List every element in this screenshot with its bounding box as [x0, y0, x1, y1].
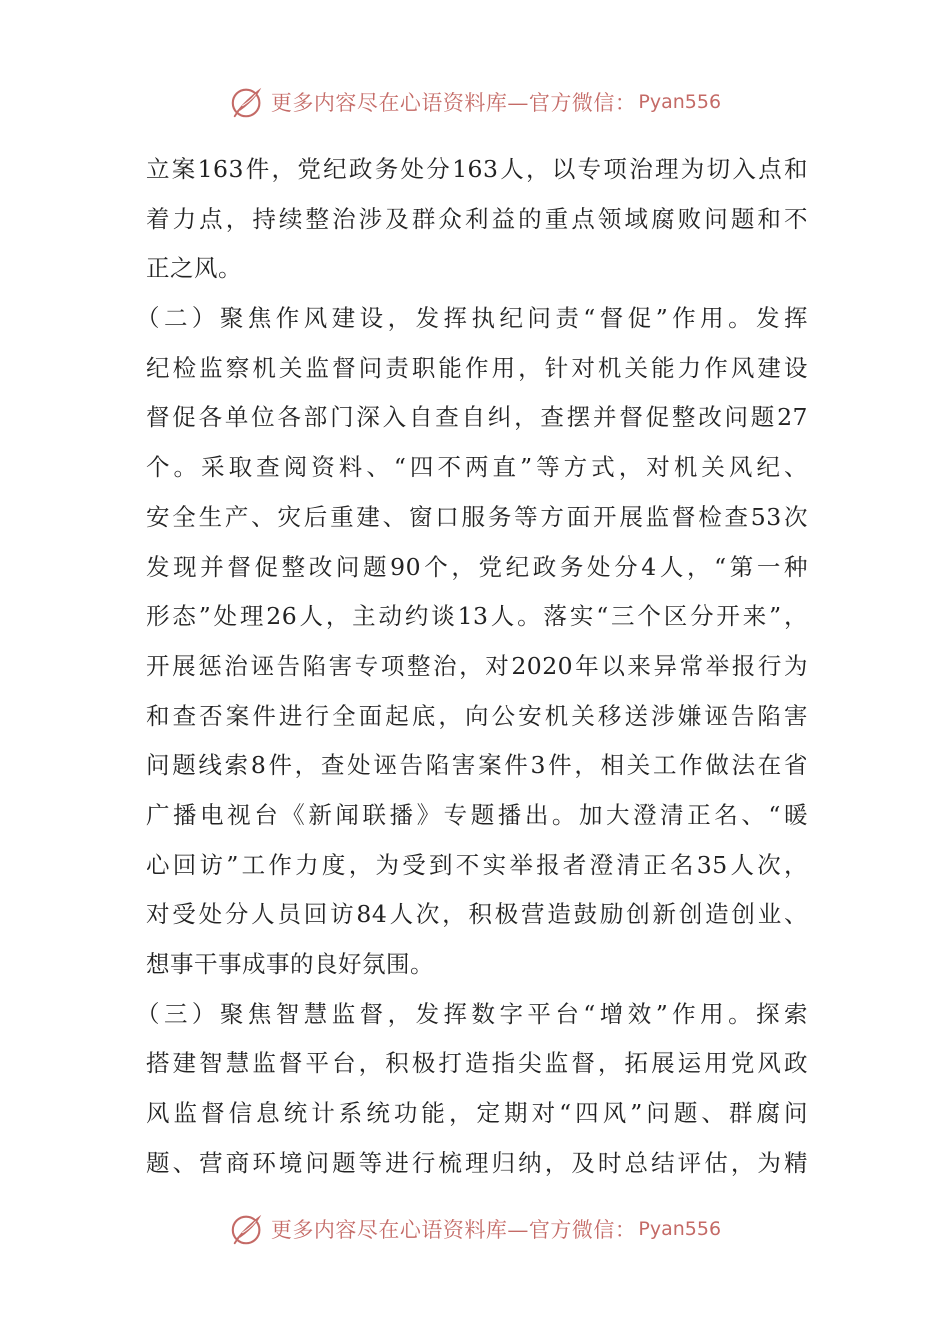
- body-line: 题、营商环境问题等进行梳理归纳，及时总结评估，为精: [146, 1148, 808, 1177]
- body-line: 正之风。: [146, 254, 242, 283]
- footer-watermark: [0, 1207, 950, 1251]
- body-line: 和查否案件进行全面起底，向公安机关移送涉嫌诬告陷害: [146, 701, 808, 730]
- footer-watermark-text: 更多内容尽在心语资料库—官方微信：: [270, 1218, 637, 1242]
- body-line: 搭建智慧监督平台，积极打造指尖监督，拓展运用党风政: [146, 1049, 808, 1078]
- body-line: 安全生产、灾后重建、窗口服务等方面开展监督检查53次: [146, 502, 808, 531]
- body-line: 想事干事成事的良好氛围。: [146, 950, 434, 978]
- body-line: 风监督信息统计系统功能，定期对“四风”问题、群腐问: [146, 1099, 808, 1128]
- section-heading-line: （二）聚焦作风建设，发挥执纪问责“督促”作用。发挥: [136, 304, 808, 333]
- header-watermark-text: 更多内容尽在心语资料库—官方微信：: [270, 91, 637, 115]
- section-heading-line: （三）聚焦智慧监督，发挥数字平台“增效”作用。探索: [136, 999, 808, 1028]
- body-line: 着力点，持续整治涉及群众利益的重点领域腐败问题和不: [146, 204, 808, 233]
- body-line: 对受处分人员回访84人次，积极营造鼓励创新创造创业、: [146, 900, 808, 929]
- body-line: 问题线索8件，查处诬告陷害案件3件，相关工作做法在省: [146, 751, 808, 780]
- body-line: 开展惩治诬告陷害专项整治，对2020年以来异常举报行为: [146, 651, 808, 680]
- body-line: 广播电视台《新闻联播》专题播出。加大澄清正名、“暖: [146, 800, 808, 829]
- quill-pen-logo-icon: [229, 83, 267, 121]
- body-line: 心回访”工作力度，为受到不实举报者澄清正名35人次，: [146, 850, 808, 879]
- body-line: 形态”处理26人，主动约谈13人。落实“三个区分开来”，: [146, 602, 808, 631]
- header-watermark-id: Pyan556: [638, 91, 722, 113]
- header-watermark: [0, 80, 950, 124]
- body-line: 发现并督促整改问题90个，党纪政务处分4人，“第一种: [146, 552, 808, 581]
- body-line: 督促各单位各部门深入自查自纠，查摆并督促整改问题27: [146, 403, 808, 432]
- quill-pen-logo-icon: [229, 1210, 267, 1248]
- body-line: 纪检监察机关监督问责职能作用，针对机关能力作风建设: [146, 353, 808, 382]
- document-body: [136, 145, 808, 1188]
- body-line: 立案163件，党纪政务处分163人，以专项治理为切入点和: [146, 155, 808, 183]
- body-line: 个。采取查阅资料、“四不两直”等方式，对机关风纪、: [146, 453, 808, 482]
- footer-watermark-id: Pyan556: [638, 1218, 722, 1240]
